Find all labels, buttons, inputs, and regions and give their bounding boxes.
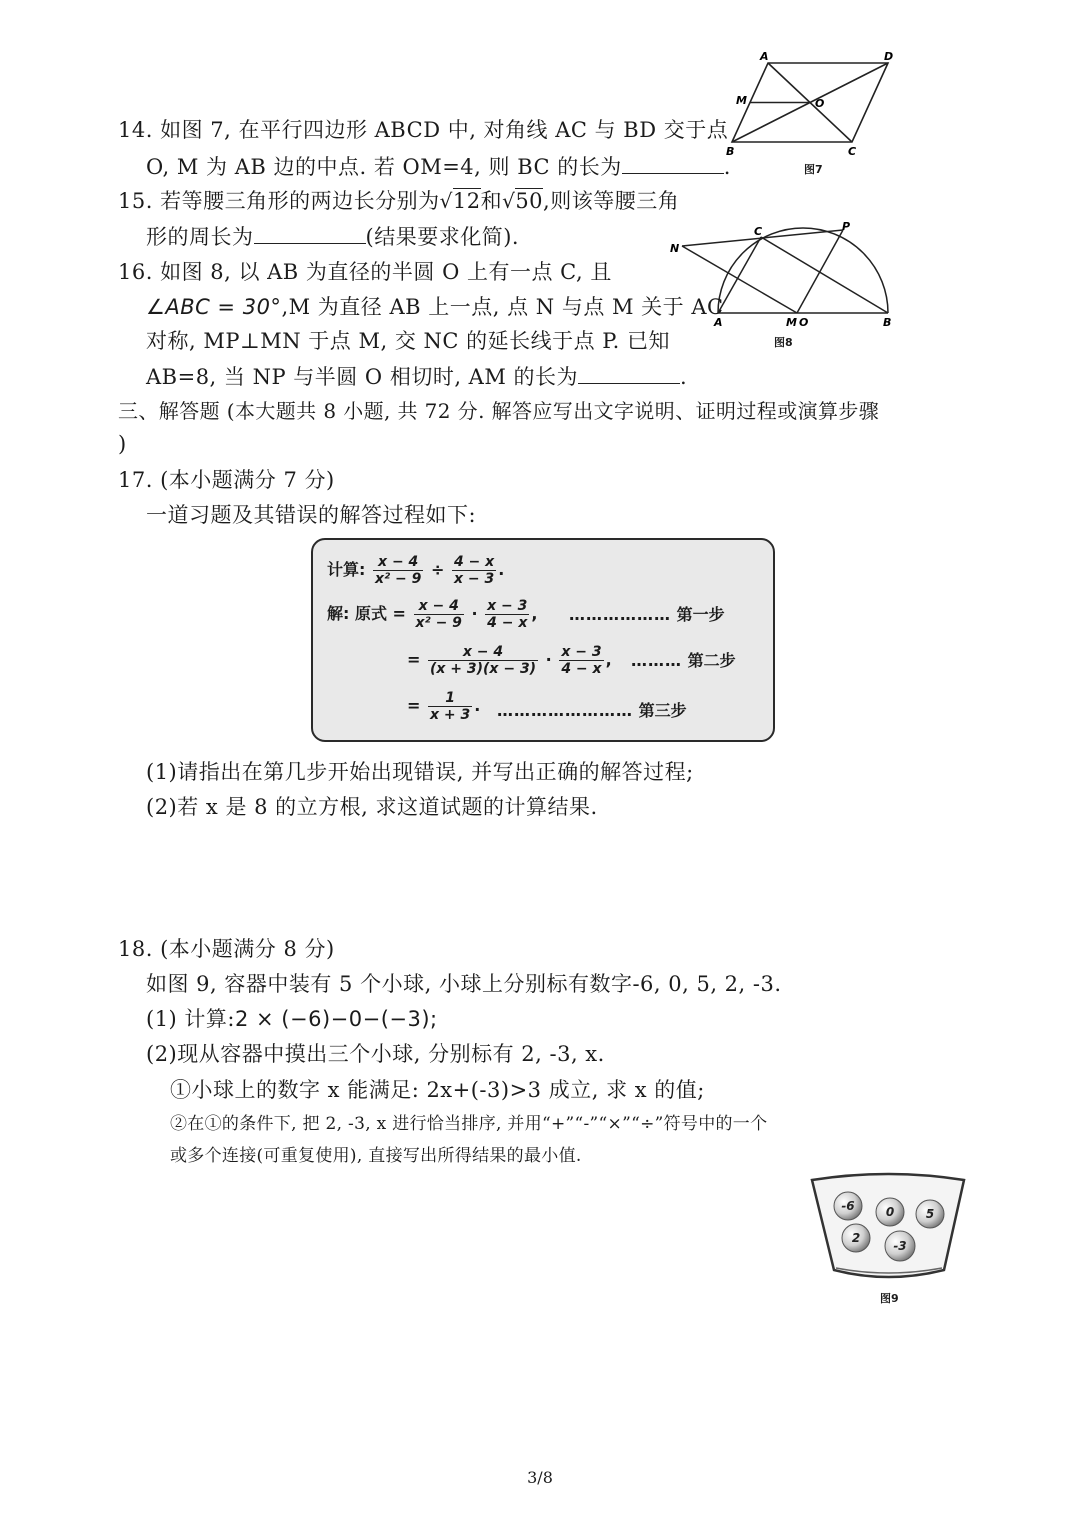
step3-row: = $\frac{1}{x + 3}$ . bbox=[407, 690, 481, 723]
step1-marker bbox=[569, 602, 725, 625]
label-n: N bbox=[670, 242, 680, 255]
label-m8: M bbox=[786, 316, 797, 328]
label-c: C bbox=[848, 145, 857, 158]
label-a: A bbox=[760, 50, 769, 63]
step2-fraction-2 bbox=[559, 644, 603, 677]
step1-label: 第一步 bbox=[676, 605, 725, 624]
step2-label: 第二步 bbox=[687, 651, 736, 670]
q16-line1: 16. 如图 8, 以 AB 为直径的半圆 O 上有一点 C, 且 bbox=[118, 260, 612, 284]
sqrt-sign-2: √ bbox=[502, 189, 516, 213]
figure-7 bbox=[722, 45, 902, 180]
q18-sub1: ①小球上的数字 x 能满足: 2x+(-3)>3 成立, 求 x 的值; bbox=[170, 1078, 705, 1102]
calc-fraction-2 bbox=[452, 554, 496, 587]
dots-3: …………………… bbox=[497, 701, 633, 720]
ball-neg6-label: -6 bbox=[841, 1199, 855, 1213]
q15-line2 bbox=[146, 221, 519, 252]
section3-heading-close: ) bbox=[118, 432, 127, 456]
q15-answer-blank[interactable] bbox=[254, 221, 366, 244]
q14-line2 bbox=[146, 151, 731, 182]
q15-mid: 和 bbox=[480, 189, 503, 213]
step1-fraction-2 bbox=[485, 598, 529, 631]
q14-answer-blank[interactable] bbox=[622, 151, 724, 174]
q16-line4 bbox=[146, 361, 687, 392]
dots-1: ……………… bbox=[569, 605, 671, 624]
label-o: O bbox=[815, 97, 825, 110]
calc-f1-den: x² − 9 bbox=[374, 571, 422, 587]
q16-line2-rest: ,M 为直径 AB 上一点, 点 N 与点 M 关于 AC bbox=[281, 295, 724, 319]
s2-num: x − 4 bbox=[428, 644, 538, 661]
label-m: M bbox=[736, 94, 747, 107]
q18-sub2-line1: ②在①的条件下, 把 2, -3, x 进行恰当排序, 并用“+”“-”“×”“÷”符号中的一个 bbox=[170, 1114, 768, 1134]
step3-fraction bbox=[428, 690, 472, 723]
q18-header: 18. (本小题满分 8 分) bbox=[118, 937, 335, 961]
step3-marker bbox=[497, 698, 687, 721]
q16-angle: ∠ABC = 30° bbox=[146, 295, 282, 319]
calc-f2-den: x − 3 bbox=[453, 571, 495, 587]
chord-cb bbox=[761, 237, 888, 313]
q15-sqrt1: 12 bbox=[452, 189, 481, 213]
q18-sub2-line2: 或多个连接(可重复使用), 直接写出所得结果的最小值. bbox=[170, 1146, 582, 1166]
ball-2-label: 2 bbox=[851, 1231, 861, 1245]
line-mp bbox=[797, 230, 843, 313]
q18-part1-prefix: (1) 计算: bbox=[146, 1007, 235, 1031]
s1-f2-den: 4 − x bbox=[487, 615, 528, 631]
q17-header: 17. (本小题满分 7 分) bbox=[118, 468, 335, 492]
q16-line3: 对称, MP⊥MN 于点 M, 交 NC 的延长线于点 P. 已知 bbox=[146, 329, 671, 353]
calc-f1-num: x − 4 bbox=[373, 554, 423, 571]
label-b: B bbox=[726, 145, 735, 158]
ball-5-label: 5 bbox=[925, 1207, 935, 1221]
calc-f2-num: 4 − x bbox=[453, 554, 495, 570]
eq-2: = bbox=[407, 650, 421, 669]
step2-marker bbox=[631, 648, 736, 671]
dot-2: · bbox=[545, 650, 552, 669]
q14-line2-text: O, M 为 AB 边的中点. 若 OM=4, 则 BC 的长为 bbox=[146, 155, 622, 179]
container-diagram bbox=[806, 1172, 970, 1287]
q16-line4-prefix: AB=8, 当 NP 与半圆 O 相切时, AM 的长为 bbox=[146, 365, 579, 389]
label-b8: B bbox=[883, 316, 892, 328]
figure-9-caption: 图9 bbox=[880, 1292, 899, 1305]
q15-suffix: ,则该等腰三角 bbox=[543, 189, 680, 213]
chord-ac bbox=[718, 237, 761, 313]
semicircle-arc bbox=[718, 228, 888, 313]
q15-prefix: 15. 若等腰三角形的两边长分别为 bbox=[118, 189, 440, 213]
s2-den: (x + 3)(x − 3) bbox=[429, 661, 537, 677]
s1-f2-num: x − 3 bbox=[487, 598, 528, 614]
label-c8: C bbox=[754, 225, 763, 238]
q16-answer-blank[interactable] bbox=[578, 361, 680, 384]
s3-den: x + 3 bbox=[429, 707, 471, 723]
dot-1: · bbox=[471, 604, 478, 623]
s1-f1-num: x − 4 bbox=[414, 598, 464, 615]
figure-8 bbox=[668, 218, 898, 353]
eq-3: = bbox=[407, 696, 421, 715]
figure-9 bbox=[806, 1172, 970, 1312]
q15-sqrt2: 50 bbox=[515, 189, 544, 213]
q14-line1: 14. 如图 7, 在平行四边形 ABCD 中, 对角线 AC 与 BD 交于点 bbox=[118, 118, 729, 142]
s2-f2-num: x − 3 bbox=[561, 644, 602, 660]
q15-line1 bbox=[118, 186, 679, 216]
s1-f1-den: x² − 9 bbox=[415, 615, 462, 631]
label-o8: O bbox=[799, 316, 809, 328]
parallelogram-diagram bbox=[722, 45, 902, 180]
q16-end: . bbox=[680, 365, 688, 389]
q14-end: . bbox=[723, 155, 731, 179]
q16-line2 bbox=[146, 292, 724, 322]
solution-label: 解: 原式 = bbox=[327, 604, 406, 623]
s2-f2-den: 4 − x bbox=[561, 661, 602, 677]
q18-intro: 如图 9, 容器中装有 5 个小球, 小球上分别标有数字-6, 0, 5, 2, -3. bbox=[146, 972, 782, 996]
step3-label: 第三步 bbox=[638, 701, 687, 720]
q15-line2-suffix: (结果要求化简). bbox=[365, 225, 520, 249]
step1-fraction-1 bbox=[414, 598, 464, 631]
calc-fraction-1 bbox=[373, 554, 423, 587]
sqrt-sign-1: √ bbox=[439, 189, 453, 213]
calc-row: 计算: $\frac{x - 4}{\text{x² − 9}}$ ÷ $\frac{4 - x}{x - 3}$ . bbox=[327, 554, 505, 587]
q18-part2: (2)现从容器中摸出三个小球, 分别标有 2, -3, x. bbox=[146, 1042, 605, 1066]
figure-7-caption: 图7 bbox=[804, 163, 823, 176]
q18-part1-expr: 2 × (−6)−0−(−3); bbox=[235, 1007, 438, 1031]
label-p: P bbox=[842, 220, 851, 233]
step2-fraction-1 bbox=[428, 644, 538, 677]
s3-num: 1 bbox=[428, 690, 472, 707]
figure-8-caption: 图8 bbox=[774, 336, 793, 349]
step1-row: 解: 原式 = $\frac{x - 4}{\text{x² − 9}}$ · $\frac{x - 3}{4 - x}$ , bbox=[327, 598, 538, 631]
ball-neg3-label: -3 bbox=[893, 1239, 907, 1253]
dots-2: ……… bbox=[631, 651, 682, 670]
wrong-solution-box bbox=[311, 538, 775, 742]
calc-label: 计算: bbox=[327, 560, 366, 579]
q17-part2: (2)若 x 是 8 的立方根, 求这道试题的计算结果. bbox=[146, 795, 598, 819]
page-number: 3/8 bbox=[527, 1468, 553, 1487]
q15-line2-prefix: 形的周长为 bbox=[146, 225, 254, 249]
div-sign: ÷ bbox=[430, 560, 445, 579]
q18-part1 bbox=[146, 1004, 438, 1034]
ball-0-label: 0 bbox=[885, 1205, 895, 1219]
section3-heading: 三、解答题 (本大题共 8 小题, 共 72 分. 解答应写出文字说明、证明过程或演算步骤 bbox=[118, 399, 880, 423]
q17-intro: 一道习题及其错误的解答过程如下: bbox=[146, 503, 477, 527]
label-a8: A bbox=[714, 316, 723, 328]
q17-part1: (1)请指出在第几步开始出现错误, 并写出正确的解答过程; bbox=[146, 760, 694, 784]
label-d: D bbox=[884, 50, 894, 63]
step2-row: = $\frac{x - 4}{(x + 3)(x - 3)}$ · $\frac{x - 3}{4 - x}$ , bbox=[407, 644, 612, 677]
